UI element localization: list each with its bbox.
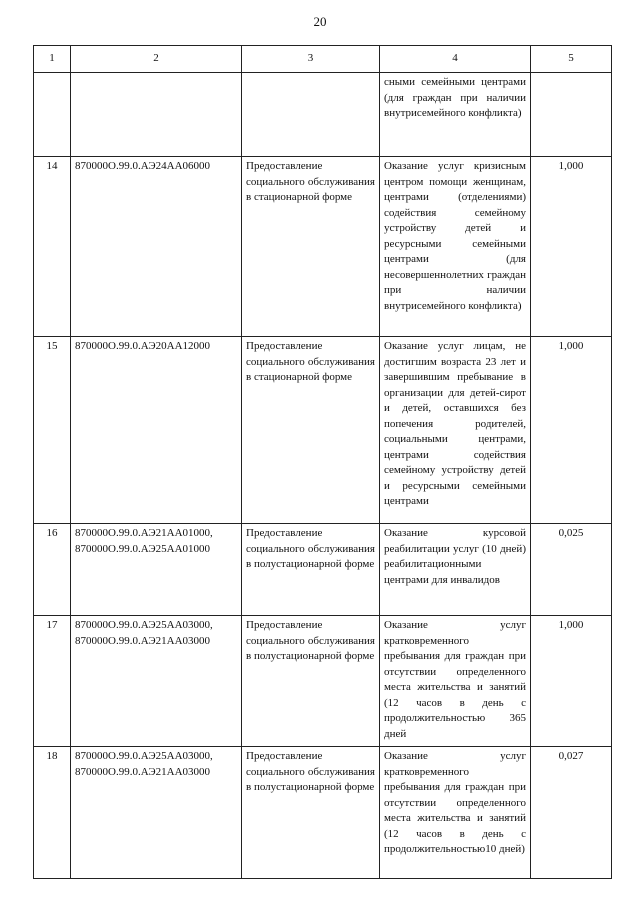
table-header-row [34, 46, 612, 73]
row-number [34, 73, 71, 157]
service-value [531, 73, 612, 157]
service-form [242, 73, 380, 157]
service-value: 1,000 [531, 337, 612, 524]
service-code: 870000О.99.0.АЭ24АА06000 [71, 157, 242, 337]
service-form: Предоставление социального обслуживания в стационарной форме [242, 337, 380, 524]
service-description: сными семейными центрами (для граждан при наличии внутрисемейного конфликта) [380, 73, 531, 157]
page-number: 20 [313, 14, 327, 29]
service-form: Предоставление социального обслуживания в стационарной форме [242, 157, 380, 337]
service-value: 0,025 [531, 524, 612, 616]
row-number: 14 [34, 157, 71, 337]
service-code: 870000О.99.0.АЭ20АА12000 [71, 337, 242, 524]
row-number: 15 [34, 337, 71, 524]
service-description: Оказание услуг кратковременного пребывания для граждан при отсутствии определенного места жительства и занятий (12 часов в день с продолжительностью 365 дней [380, 616, 531, 747]
table-row [34, 73, 612, 157]
service-value: 1,000 [531, 157, 612, 337]
service-form: Предоставление социального обслуживания в полустационарной форме [242, 747, 380, 879]
service-code: 870000О.99.0.АЭ21АА01000, 870000О.99.0.АЭ25АА01000 [71, 524, 242, 616]
service-description: Оказание услуг кризисным центром помощи женщинам, центрами (отделениями) содействия семейному устройству детей и ресурсными семейными центрами (для несовершеннолетних граждан при наличии внутрисемейного конфликта) [380, 157, 531, 337]
service-description: Оказание услуг кратковременного пребывания для граждан при отсутствии определенного места жительства и занятий (12 часов в день с продолжительностью10 дней) [380, 747, 531, 879]
service-code: 870000О.99.0.АЭ25АА03000, 870000О.99.0.АЭ21АА03000 [71, 616, 242, 747]
service-form: Предоставление социального обслуживания в полустационарной форме [242, 616, 380, 747]
service-form: Предоставление социального обслуживания в полустационарной форме [242, 524, 380, 616]
table-row [34, 157, 612, 337]
service-description: Оказание услуг лицам, не достигшим возраста 23 лет и завершившим пребывание в организации для детей-сирот и детей, оставшихся без попечения родителей, социальными центрами, центрами содействия семейному устройству детей и ресурсными семейными центрами [380, 337, 531, 524]
services-table [33, 45, 612, 879]
column-header: 5 [531, 46, 612, 73]
row-number: 17 [34, 616, 71, 747]
service-value: 1,000 [531, 616, 612, 747]
service-code [71, 73, 242, 157]
column-header: 4 [380, 46, 531, 73]
column-header: 2 [71, 46, 242, 73]
row-number: 16 [34, 524, 71, 616]
service-code: 870000О.99.0.АЭ25АА03000, 870000О.99.0.АЭ21АА03000 [71, 747, 242, 879]
column-header: 3 [242, 46, 380, 73]
table-row [34, 747, 612, 879]
table-row [34, 337, 612, 524]
service-description: Оказание курсовой реабилитации услуг (10 дней) реабилитационными центрами для инвалидов [380, 524, 531, 616]
service-value: 0,027 [531, 747, 612, 879]
table-row [34, 616, 612, 747]
row-number: 18 [34, 747, 71, 879]
column-header: 1 [34, 46, 71, 73]
table-row [34, 524, 612, 616]
